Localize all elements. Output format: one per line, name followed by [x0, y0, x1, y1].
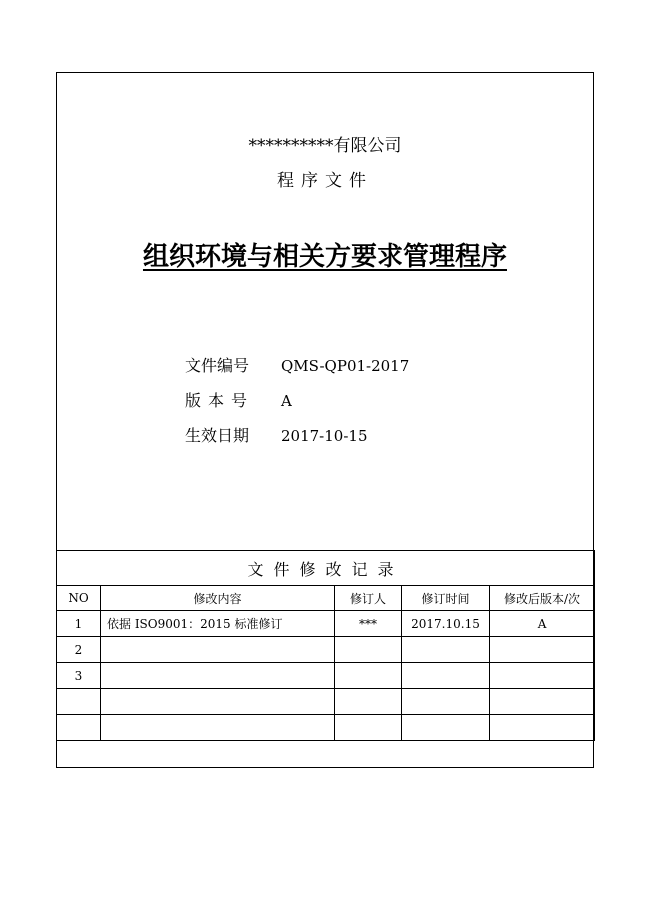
revision-table-caption: 文件修改记录: [57, 551, 595, 586]
table-row: [57, 689, 595, 715]
document-frame: [56, 72, 594, 768]
cell-reviser: [335, 689, 402, 715]
meta-value: 2017-10-15: [281, 427, 368, 445]
document-title-text: 组织环境与相关方要求管理程序: [142, 242, 507, 272]
cell-date: 2017.10.15: [402, 611, 490, 637]
column-header-version: 修改后版本/次: [490, 586, 595, 611]
cell-date: [402, 663, 490, 689]
document-type: 程序文件: [277, 171, 373, 191]
meta-label: 文件编号: [185, 356, 250, 375]
cell-no: 3: [57, 663, 101, 689]
cell-content: [101, 689, 335, 715]
cell-version: [490, 637, 595, 663]
cell-no: 2: [57, 637, 101, 663]
revision-record-table: [56, 550, 595, 741]
meta-value: A: [281, 392, 292, 410]
meta-value: QMS-QP01-2017: [281, 357, 410, 375]
column-header-no: NO: [57, 586, 101, 611]
cell-reviser: [335, 663, 402, 689]
cell-content: [101, 637, 335, 663]
table-row: [57, 715, 595, 741]
cell-reviser: ***: [335, 611, 402, 637]
cell-reviser: [335, 637, 402, 663]
company-name: **********有限公司: [248, 136, 402, 156]
column-header-date: 修订时间: [402, 586, 490, 611]
table-row: [57, 637, 595, 663]
table-header-row: [57, 586, 595, 611]
column-header-content: 修改内容: [101, 586, 335, 611]
document-title: [57, 236, 593, 273]
meta-row-version: [185, 388, 292, 411]
meta-row-effective-date: [185, 423, 367, 446]
cell-no: [57, 689, 101, 715]
meta-label: 版本号: [185, 391, 255, 410]
cell-date: [402, 715, 490, 741]
cell-no: [57, 715, 101, 741]
cell-version: [490, 715, 595, 741]
cell-version: [490, 689, 595, 715]
meta-label: 生效日期: [185, 426, 250, 445]
cell-reviser: [335, 715, 402, 741]
cell-date: [402, 689, 490, 715]
cell-version: [490, 663, 595, 689]
cell-no: 1: [57, 611, 101, 637]
cell-version: A: [490, 611, 595, 637]
cell-content: [101, 663, 335, 689]
column-header-reviser: 修订人: [335, 586, 402, 611]
table-row: [57, 663, 595, 689]
cell-content: 依据 ISO9001：2015 标准修订: [101, 611, 335, 637]
meta-row-doc-number: [185, 353, 409, 376]
cell-date: [402, 637, 490, 663]
table-row: [57, 611, 595, 637]
cell-content: [101, 715, 335, 741]
